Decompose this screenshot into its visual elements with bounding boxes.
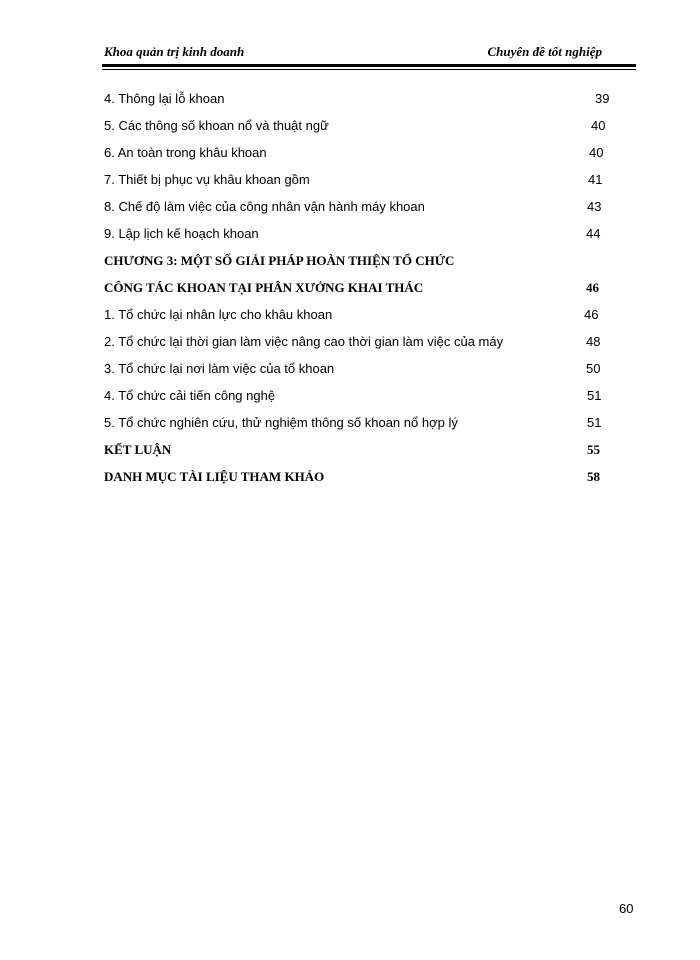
- toc-entry-page: 40: [589, 145, 604, 160]
- toc-entry-title: 6. An toàn trong khâu khoan: [104, 145, 267, 160]
- toc-entry-page: 44: [586, 226, 601, 241]
- toc-entry: [102, 169, 622, 196]
- toc-entry-page: 55: [587, 442, 600, 457]
- toc-entry-page: 46: [584, 307, 599, 322]
- toc-entry: [102, 196, 622, 223]
- toc-entry: [102, 385, 622, 412]
- toc-entry-page: 50: [586, 361, 601, 376]
- toc-entry-title: 5. Tổ chức nghiên cứu, thử nghiệm thông số khoan nổ hợp lý: [104, 415, 458, 430]
- toc-entry: [102, 331, 622, 358]
- toc-entry-title: DANH MỤC TÀI LIỆU THAM KHẢO: [104, 469, 325, 484]
- toc-entry-page: 51: [587, 388, 602, 403]
- header-rule-thick: [102, 64, 636, 67]
- header-document-type: Chuyên đề tốt nghiệp: [487, 44, 602, 59]
- toc-entry: [102, 304, 622, 331]
- toc-entry-title: 9. Lập lịch kế hoạch khoan: [104, 226, 259, 241]
- toc-entry: [102, 358, 622, 385]
- toc-entry-page: 39: [595, 91, 610, 106]
- header-faculty: Khoa quản trị kinh doanh: [104, 44, 245, 59]
- toc-entry: [102, 412, 622, 439]
- toc-chapter-heading: [102, 466, 622, 493]
- toc-entry-page: 48: [586, 334, 601, 349]
- toc-entry-page: 41: [588, 172, 603, 187]
- toc-chapter-heading: [102, 250, 622, 277]
- toc-entry-title: 3. Tổ chức lại nơi làm việc của tổ khoan: [104, 361, 335, 376]
- toc-entry-title: 5. Các thông số khoan nổ và thuật ngữ: [104, 118, 329, 133]
- toc-chapter-heading: [102, 277, 622, 304]
- toc-entry-title: CHƯƠNG 3: MỘT SỐ GIẢI PHÁP HOÀN THIỆN TỔ CHỨC: [104, 253, 455, 268]
- toc-entry: [102, 142, 622, 169]
- toc-entry-page: 43: [587, 199, 602, 214]
- running-header: [104, 42, 636, 62]
- toc-entry-page: 51: [587, 415, 602, 430]
- toc-entry-title: 4. Thông lại lỗ khoan: [104, 91, 225, 106]
- toc-entry: [102, 115, 622, 142]
- toc-chapter-heading: [102, 439, 622, 466]
- toc-entry: [102, 223, 622, 250]
- toc-entry-title: KẾT LUẬN: [104, 442, 172, 457]
- toc-entry-page: 40: [591, 118, 606, 133]
- toc-entry-title: 7. Thiết bị phục vụ khâu khoan gồm: [104, 172, 310, 187]
- toc-entry-title: 1. Tổ chức lại nhân lực cho khâu khoan: [104, 307, 333, 322]
- toc-entry-page: 58: [587, 469, 600, 484]
- toc-entry-title: 8. Chế độ làm việc của công nhân vận hành máy khoan: [104, 199, 425, 214]
- toc-entry: [102, 88, 622, 115]
- toc-entry-page: 46: [586, 280, 599, 295]
- toc-entry-title: CÔNG TÁC KHOAN TẠI PHÂN XƯỞNG KHAI THÁC: [104, 280, 424, 295]
- table-of-contents: [102, 88, 622, 493]
- toc-entry-title: 4. Tổ chức cải tiến công nghệ: [104, 388, 276, 403]
- page-number: 60: [619, 901, 634, 916]
- header-rule-thin: [102, 69, 636, 70]
- toc-entry-title: 2. Tổ chức lại thời gian làm việc nâng cao thời gian làm việc của máy: [104, 334, 504, 349]
